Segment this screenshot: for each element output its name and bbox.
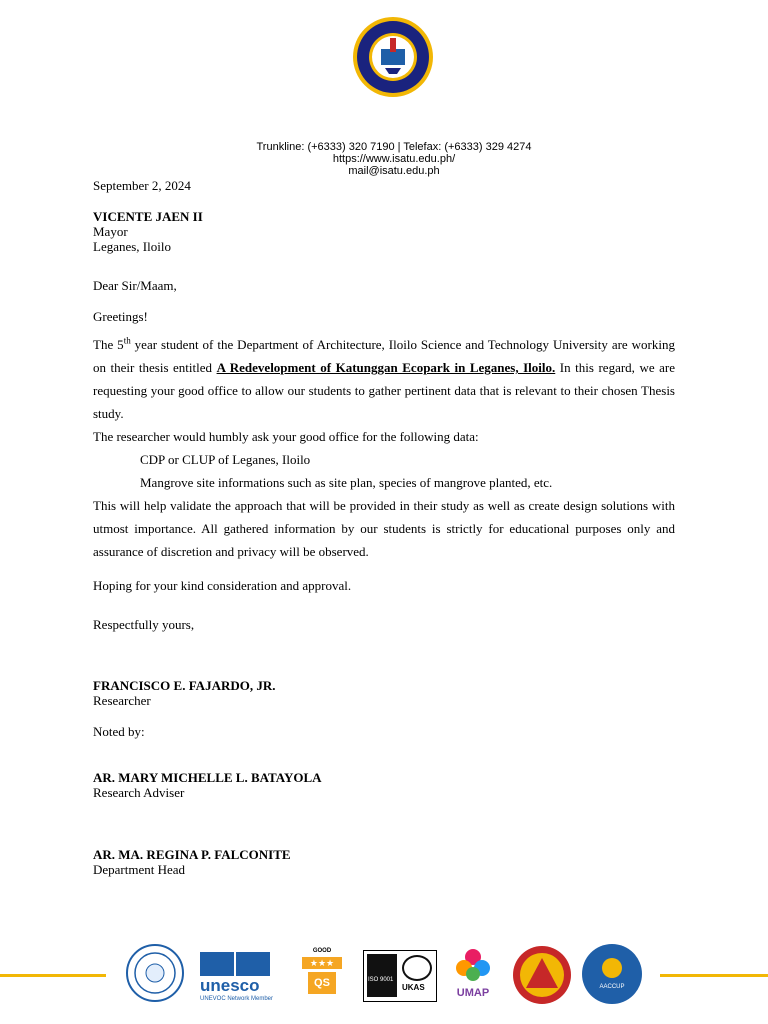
researcher-role: Researcher <box>93 693 151 708</box>
footer-line-left <box>0 974 106 977</box>
partner-seal-logo <box>126 944 184 1002</box>
iso-label: ISO 9001 <box>368 977 394 983</box>
closing: Respectfully yours, <box>93 617 195 632</box>
qs-stars-badge <box>300 948 344 1006</box>
unesco-wordmark: unesco <box>200 976 260 995</box>
trunkline-text: Trunkline: (+6333) 320 7190 | Telefax: (+6333) 329 4274 <box>256 141 532 153</box>
greeting: Greetings! <box>93 309 148 324</box>
paragraph-request <box>93 333 675 425</box>
aaccup-hands-icon <box>602 958 622 978</box>
website-link[interactable]: https://www.isatu.edu.ph/ <box>332 153 456 165</box>
footer-line-right <box>660 974 768 977</box>
paragraph-purpose: This will help validate the approach that will be provided in their study as well as create design solutions with utmost importance. All gathered information by our students is strictly for educational purposes only and assurance of discretion and privacy will be observed. <box>93 498 675 559</box>
letter-body <box>93 178 675 877</box>
qs-rating-label: GOOD <box>312 948 332 954</box>
recipient-name: VICENTE JAEN II <box>93 209 203 224</box>
researcher-name: FRANCISCO E. FAJARDO, JR. <box>93 678 276 693</box>
iso-logo <box>367 954 397 997</box>
recipient-title: Mayor <box>93 224 128 239</box>
unevoc-icon <box>236 952 270 976</box>
noted-by-label: Noted by: <box>93 724 145 739</box>
thesis-title: A Redevelopment of Katunggan Ecopark in Leganes, Iloilo. <box>216 360 556 375</box>
para1-middle: year student of the Department of Architecture, Iloilo Science and Technology University are working on their thesis entitled <box>93 337 675 375</box>
unesco-logo <box>200 952 274 1004</box>
ordinal-suffix: th <box>123 335 131 346</box>
para1-end: In this regard, we are requesting your good office to allow our students to gather pertinent data that is relevant to their chosen Thesis study. <box>93 360 676 421</box>
university-seal-logo <box>352 16 434 98</box>
para1-start: The 5 <box>93 337 124 352</box>
gear-seal-logo <box>512 944 572 1006</box>
list-item: CDP or CLUP of Leganes, Iloilo <box>140 452 311 467</box>
aaccup-logo <box>582 944 642 1004</box>
umap-wordmark: UMAP <box>456 987 490 999</box>
adviser-name: AR. MARY MICHELLE L. BATAYOLA <box>93 770 322 785</box>
letterhead-contact <box>0 141 768 177</box>
qs-logo: QS <box>308 972 336 994</box>
ukas-label: UKAS <box>402 983 425 992</box>
department-head-name: AR. MA. REGINA P. FALCONITE <box>93 847 291 862</box>
footer-logos <box>0 940 768 1010</box>
salutation: Dear Sir/Maam, <box>93 278 177 293</box>
umap-logo <box>451 948 495 1006</box>
list-item: Mangrove site informations such as site plan, species of mangrove planted, etc. <box>140 475 553 490</box>
aaccup-label: AACCUP <box>599 984 625 990</box>
iso-ukas-certification <box>363 950 437 1002</box>
paragraph-data-request: The researcher would humbly ask your good office for the following data: <box>93 429 479 444</box>
unesco-temple-icon <box>200 952 234 976</box>
letter-date: September 2, 2024 <box>93 178 191 193</box>
unevoc-caption: UNEVOC Network Member <box>200 996 274 1002</box>
recipient-location: Leganes, Iloilo <box>93 239 171 254</box>
qs-stars-icon: ★★★ <box>302 957 342 969</box>
umap-flower-icon <box>455 948 491 982</box>
paragraph-hoping: Hoping for your kind consideration and approval. <box>93 578 352 593</box>
department-head-role: Department Head <box>93 862 186 877</box>
adviser-role: Research Adviser <box>93 785 185 800</box>
email-link[interactable]: mail@isatu.edu.ph <box>348 165 440 177</box>
ukas-crown-icon <box>402 955 432 981</box>
